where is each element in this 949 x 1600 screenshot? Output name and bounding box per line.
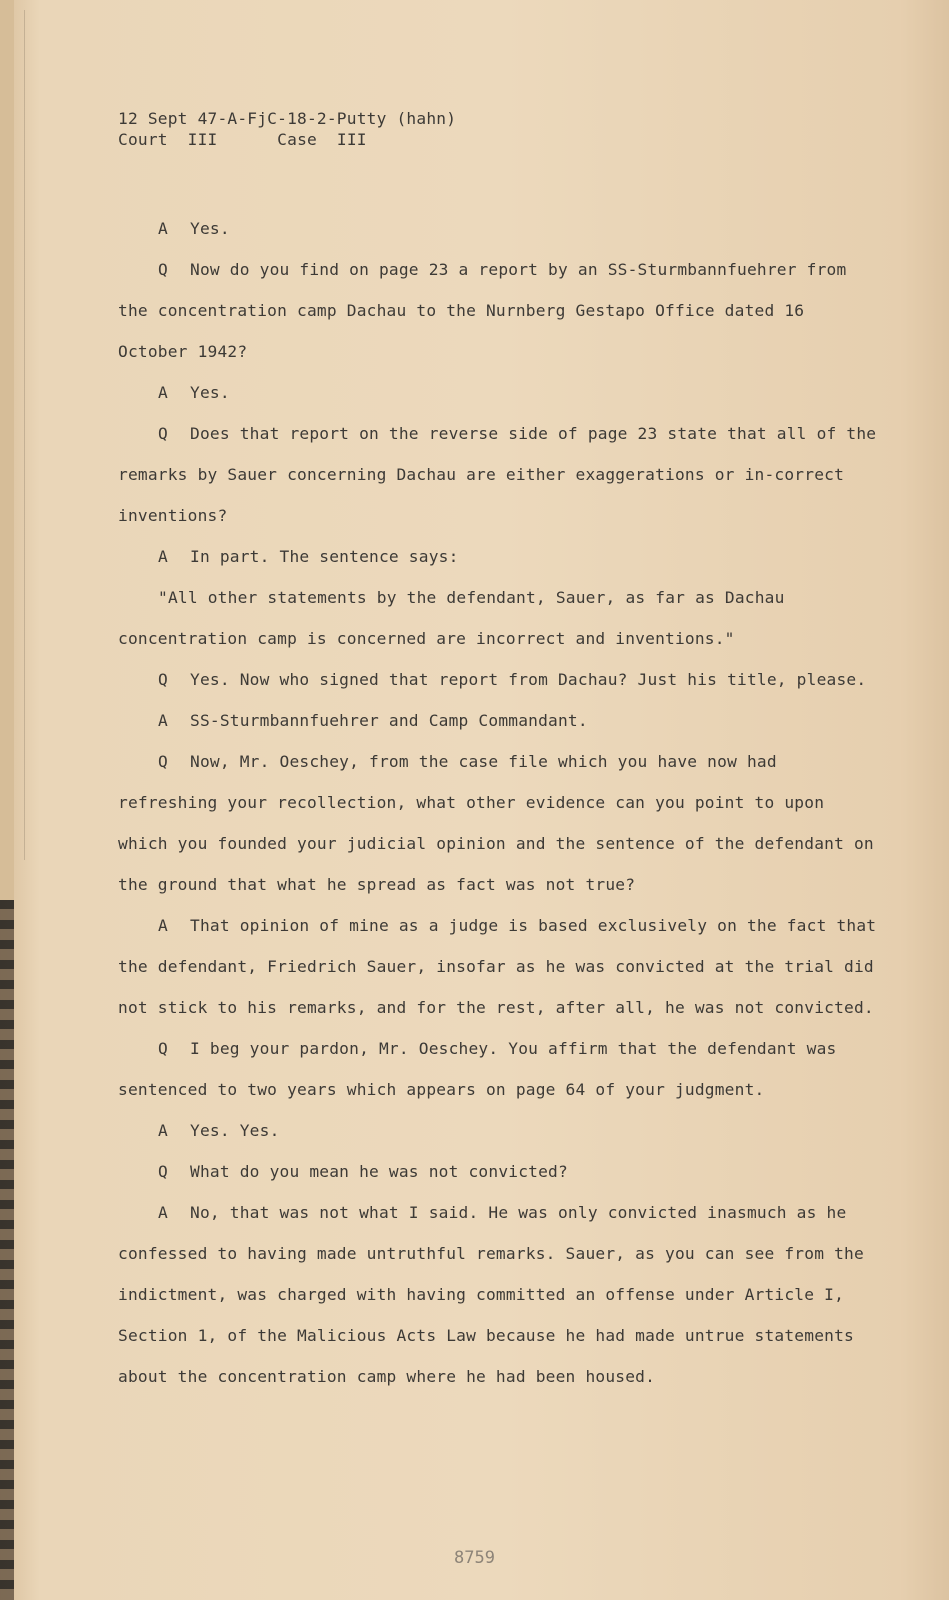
court-value: III	[187, 130, 218, 149]
transcript-entry	[118, 1151, 878, 1192]
speaker-label: A	[158, 1121, 168, 1140]
speaker-label: Q	[158, 670, 168, 689]
entry-text: Does that report on the reverse side of page 23 state that all of the remarks by Sauer concerning Dachau are either exaggerations or in-correct inventions?	[118, 424, 877, 525]
entry-text: Yes.	[190, 383, 230, 402]
speaker-label: A	[158, 547, 168, 566]
entry-text: I beg your pardon, Mr. Oeschey. You affirm that the defendant was sentenced to two years which appears on page 64 of your judgment.	[118, 1039, 837, 1099]
speaker-label: Q	[158, 752, 168, 771]
entry-text: In part. The sentence says:	[190, 547, 459, 566]
binding-edge	[0, 0, 14, 900]
speaker-label: A	[158, 711, 168, 730]
speaker-label: A	[158, 916, 168, 935]
quoted-statement	[118, 577, 878, 659]
transcript-body	[118, 108, 878, 1397]
header-reference: 12 Sept 47-A-FjC-18-2-Putty (hahn)	[118, 109, 457, 128]
entry-text: Yes. Now who signed that report from Dachau? Just his title, please.	[190, 670, 867, 689]
transcript-entry	[118, 1192, 878, 1397]
transcript-entry	[118, 413, 878, 536]
transcript-entry	[118, 1110, 878, 1151]
transcript-entry	[118, 741, 878, 905]
page-fold-line	[24, 10, 25, 860]
speaker-label: Q	[158, 1162, 168, 1181]
speaker-label: Q	[158, 1039, 168, 1058]
speaker-label: Q	[158, 260, 168, 279]
transcript-entry	[118, 208, 878, 249]
speaker-label: A	[158, 219, 168, 238]
page-number: 8759	[454, 1548, 495, 1568]
header-court-case	[118, 129, 878, 150]
entry-text: Yes. Yes.	[190, 1121, 280, 1140]
speaker-label: A	[158, 1203, 168, 1222]
entry-text: Yes.	[190, 219, 230, 238]
transcript-entry	[118, 700, 878, 741]
transcript-entry	[118, 1028, 878, 1110]
entry-text: SS-Sturmbannfuehrer and Camp Commandant.	[190, 711, 588, 730]
transcript-entry	[118, 536, 878, 577]
entry-text: What do you mean he was not convicted?	[190, 1162, 568, 1181]
entry-text: No, that was not what I said. He was only convicted inasmuch as he confessed to having made untruthful remarks. Sauer, as you can see from the indictment, was charged with having committed an offense under Article I, Section 1, of the Malicious Acts Law because he had made untrue statements about the concentration camp where he had been housed.	[118, 1203, 864, 1386]
entry-text: "All other statements by the defendant, Sauer, as far as Dachau concentration camp is concerned are incorrect and inventions."	[118, 588, 785, 648]
transcript-entry	[118, 659, 878, 700]
speaker-label: A	[158, 383, 168, 402]
speaker-label: Q	[158, 424, 168, 443]
transcript-entry	[118, 905, 878, 1028]
transcript-entry	[118, 372, 878, 413]
entry-text: That opinion of mine as a judge is based exclusively on the fact that the defendant, Friedrich Sauer, insofar as he was convicted at the trial did not stick to his remarks, and for the rest, after all, he was not convicted.	[118, 916, 877, 1017]
case-label: Case	[277, 130, 317, 149]
transcript-entry	[118, 249, 878, 372]
court-label: Court	[118, 130, 168, 149]
entry-text: Now, Mr. Oeschey, from the case file which you have now had refreshing your recollection, what other evidence can you point to upon which you founded your judicial opinion and the sentence of the defendant on the ground that what he spread as fact was not true?	[118, 752, 874, 894]
entry-text: Now do you find on page 23 a report by an SS-Sturmbannfuehrer from the concentration camp Dachau to the Nurnberg Gestapo Office dated 16 October 1942?	[118, 260, 847, 361]
case-value: III	[336, 130, 367, 149]
